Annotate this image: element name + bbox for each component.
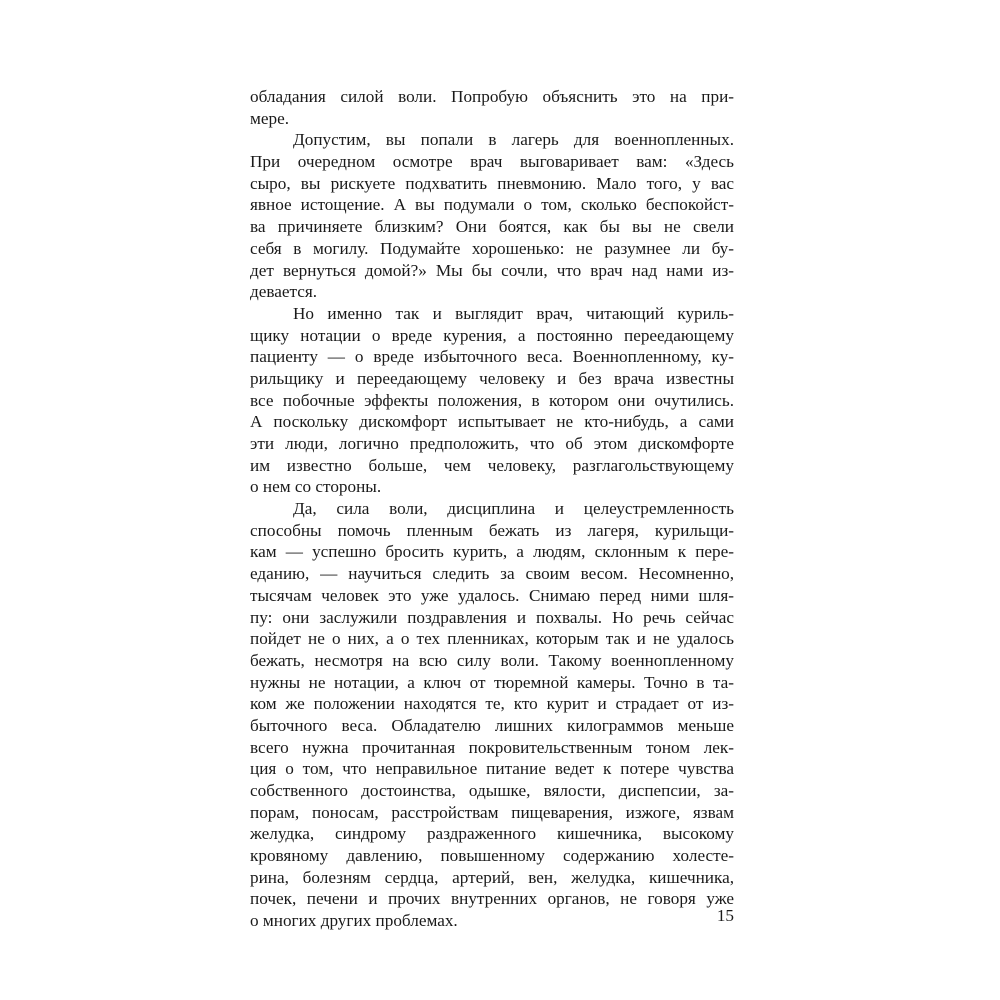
text-line: рильщику и переедающему человеку и без врача известны [250, 368, 734, 388]
text-line: о многих других проблемах. [250, 911, 458, 931]
text-line: дет вернуться домой?» Мы бы сочли, что врач над нами из- [250, 260, 734, 280]
text-line: порам, поносам, расстройствам пищеварения, изжоге, язвам [250, 802, 734, 822]
text-line: нужны не нотации, а ключ от тюремной камеры. Точно в та- [250, 672, 734, 692]
paragraph-first-line: Да, сила воли, дисциплина и целеустремленность [293, 499, 734, 519]
text-line: о нем со стороны. [250, 477, 382, 497]
text-line: обладания силой воли. Попробую объяснить это на при- [250, 87, 734, 106]
text-line: рина, болезням сердца, артерий, вен, желудка, кишечника, [250, 867, 734, 887]
text-line: пойдет не о них, а о тех пленниках, которым так и не удалось [250, 629, 734, 649]
text-line: все побочные эффекты положения, в котором они очутились. [250, 390, 734, 410]
text-line: еданию, — научиться следить за своим весом. Несомненно, [250, 564, 734, 584]
text-line: всего нужна прочитанная покровительственным тоном лек- [250, 737, 734, 757]
text-line: кам — успешно бросить курить, а людям, склонным к пере- [250, 542, 734, 562]
text-line: ва причиняете близким? Они боятся, как бы вы не свели [250, 217, 734, 237]
text-line: собственного достоинства, одышке, вялости, диспепсии, за- [250, 781, 734, 800]
body-text [250, 86, 734, 932]
text-line: бежать, несмотря на всю силу воли. Такому военнопленному [250, 650, 734, 670]
text-line: пациенту — о вреде избыточного веса. Военнопленному, ку- [250, 347, 734, 367]
text-line: При очередном осмотре врач выговаривает вам: «Здесь [250, 152, 734, 172]
text-line: им известно больше, чем человеку, разглагольствующему [250, 455, 734, 475]
text-line: мере. [250, 108, 290, 128]
text-line: почек, печени и прочих внутренних органов, не говоря уже [250, 889, 734, 909]
text-line: ком же положении находятся те, кто курит и страдает от из- [250, 694, 734, 714]
text-line: быточного веса. Обладателю лишних килограммов меньше [250, 715, 734, 735]
text-line: явное истощение. А вы подумали о том, сколько беспокойст- [250, 195, 734, 215]
text-line: желудка, синдрому раздраженного кишечника, высокому [250, 824, 734, 844]
text-line: тысячам человек это уже удалось. Снимаю перед ними шля- [250, 585, 734, 605]
book-page [250, 86, 734, 936]
paragraph-first-line: Допустим, вы попали в лагерь для военнопленных. [293, 130, 734, 150]
text-line: ция о том, что неправильное питание ведет к потере чувства [250, 759, 734, 779]
text-line: А поскольку дискомфорт испытывает не кто-нибудь, а сами [250, 412, 734, 432]
text-line: пу: они заслужили поздравления и похвалы. Но речь сейчас [250, 607, 734, 627]
text-line: девается. [250, 282, 318, 302]
text-line: кровяному давлению, повышенному содержанию холесте- [250, 846, 734, 866]
text-line: сыро, вы рискуете подхватить пневмонию. Мало того, у вас [250, 173, 734, 193]
text-line: способны помочь пленным бежать из лагеря, курильщи- [250, 520, 734, 540]
text-line: себя в могилу. Подумайте хорошенько: не разумнее ли бу- [250, 238, 734, 258]
text-line: щику нотации о вреде курения, а постоянно переедающему [250, 325, 734, 345]
text-line: эти люди, логично предположить, что об этом дискомфорте [250, 434, 734, 453]
page-number: 15 [716, 906, 734, 925]
paragraph-first-line: Но именно так и выглядит врач, читающий куриль- [293, 303, 734, 323]
